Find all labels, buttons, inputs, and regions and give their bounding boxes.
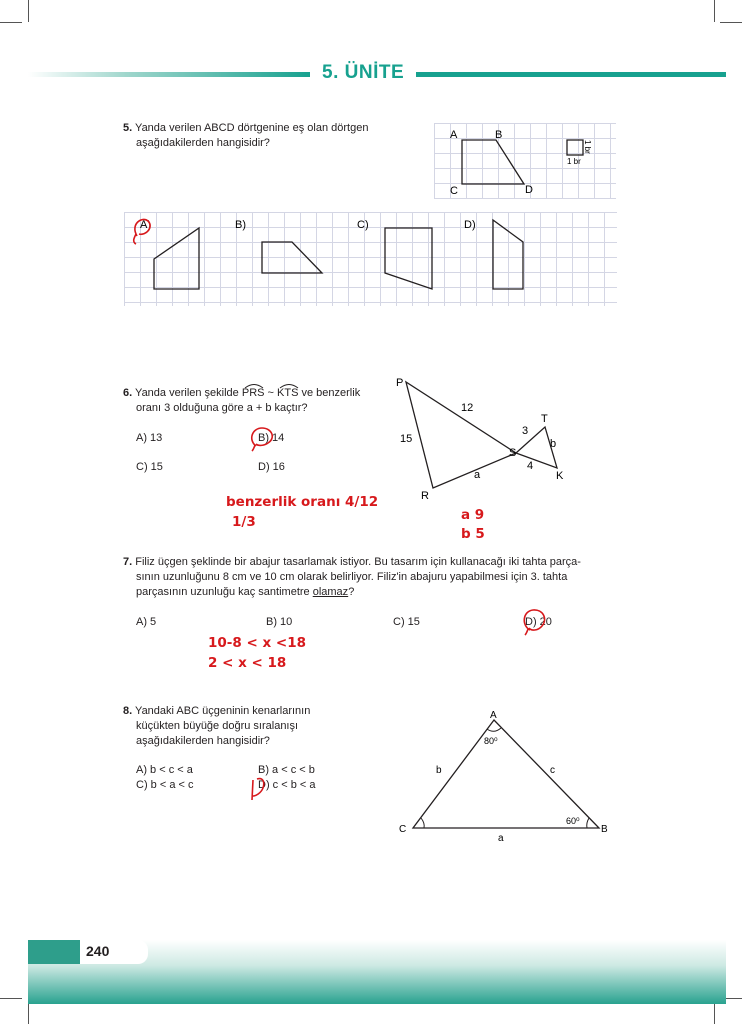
length-pr: 15 bbox=[400, 433, 413, 445]
label-R: R bbox=[421, 490, 429, 502]
question-6-text: 6. Yanda verilen şekilde PRS ~ KTS ve benzerlik oranı 3 olduğuna göre a + b kaçtır? bbox=[123, 386, 360, 416]
label-D: D bbox=[525, 184, 533, 196]
q6-option-d[interactable]: D) 16 bbox=[258, 461, 285, 473]
crop-mark bbox=[0, 22, 22, 23]
header-rule-left bbox=[28, 72, 310, 77]
angle-arc-c bbox=[421, 818, 424, 828]
length-sk: 4 bbox=[527, 460, 534, 472]
length-rs: a bbox=[474, 469, 481, 481]
label-T: T bbox=[541, 413, 548, 425]
question-8-text: 8. Yandaki ABC üçgeninin kenarlarının küçükten büyüğe doğru sıralanışı aşağıdakilerden hangisidir? bbox=[123, 705, 311, 747]
option-c-label: C) bbox=[357, 219, 369, 231]
unit-square bbox=[567, 140, 583, 155]
q5-options-figure bbox=[124, 212, 617, 306]
label-A: A bbox=[450, 129, 458, 141]
crop-mark bbox=[714, 1002, 715, 1024]
page-number-accent bbox=[28, 940, 80, 964]
quadrilateral-abcd bbox=[462, 140, 524, 184]
arc-kts: KTS bbox=[277, 386, 298, 401]
q7-option-a[interactable]: A) 5 bbox=[136, 616, 157, 628]
crop-mark bbox=[720, 22, 742, 23]
triangle-prs bbox=[406, 382, 516, 488]
q8-figure bbox=[396, 706, 616, 846]
handwritten-note: 1/3 bbox=[232, 514, 256, 530]
q6-answer-mark bbox=[246, 424, 280, 452]
q8-option-d[interactable]: D) c < b < a bbox=[258, 779, 316, 791]
handwritten-note: 10-8 < x <18 bbox=[208, 635, 307, 651]
angle-arc-b bbox=[587, 818, 589, 828]
label-C: C bbox=[399, 824, 407, 835]
option-a-label: A) bbox=[140, 219, 151, 231]
label-A: A bbox=[490, 710, 497, 721]
angle-b-value: 60⁰ bbox=[566, 816, 580, 826]
q7-option-c[interactable]: C) 15 bbox=[393, 616, 420, 628]
option-a-shape bbox=[154, 228, 199, 289]
side-c: c bbox=[550, 765, 555, 776]
q6-option-a[interactable]: A) 13 bbox=[136, 432, 163, 444]
q5-figure bbox=[434, 123, 616, 199]
option-d-shape bbox=[493, 220, 523, 289]
label-K: K bbox=[556, 470, 564, 482]
crop-mark bbox=[0, 998, 22, 999]
option-b-label: B) bbox=[235, 219, 246, 231]
length-ts: 3 bbox=[522, 425, 529, 437]
unit-label-horizontal: 1 br bbox=[567, 157, 581, 166]
label-P: P bbox=[396, 377, 404, 389]
length-ps: 12 bbox=[461, 402, 474, 414]
q8-option-b[interactable]: B) a < c < b bbox=[258, 764, 315, 776]
crop-mark bbox=[28, 1002, 29, 1024]
side-a: a bbox=[498, 833, 504, 844]
label-B: B bbox=[601, 824, 608, 835]
length-tk: b bbox=[550, 438, 557, 450]
question-5-text: 5. Yanda verilen ABCD dörtgenine eş olan dörtgen aşağıdakilerden hangisidir? bbox=[123, 122, 369, 149]
unit-label-vertical: 1 br bbox=[583, 140, 592, 154]
label-B: B bbox=[495, 129, 503, 141]
crop-mark bbox=[28, 0, 29, 22]
question-number: 7. bbox=[123, 556, 133, 568]
q7-answer-mark bbox=[518, 606, 552, 636]
label-C: C bbox=[450, 185, 458, 197]
question-number: 6. bbox=[123, 387, 133, 399]
angle-arc-a bbox=[487, 728, 501, 731]
label-S: S bbox=[509, 447, 517, 459]
handwritten-note: a 9 bbox=[461, 507, 485, 523]
option-d-label: D) bbox=[464, 219, 476, 231]
handwritten-note: benzerlik oranı 4/12 bbox=[226, 494, 379, 510]
question-7-text: 7. Filiz üçgen şeklinde bir abajur tasarlamak istiyor. Bu tasarım için kullanacağı iki tahta parça- sının uzunluğunu 8 cm ve 10 cm olarak belirliyor. Filiz'in abajuru yapabilmesi için 3. tahta parçasının uzunluğu kaç santimetre olamaz? bbox=[123, 556, 581, 598]
side-b: b bbox=[436, 765, 442, 776]
question-number: 5. bbox=[123, 122, 133, 134]
q7-option-b[interactable]: B) 10 bbox=[266, 616, 293, 628]
arc-prs: PRS bbox=[242, 386, 265, 401]
question-number: 8. bbox=[123, 705, 133, 717]
q6-figure bbox=[390, 370, 580, 510]
q6-option-c[interactable]: C) 15 bbox=[136, 461, 163, 473]
q8-option-a[interactable]: A) b < c < a bbox=[136, 764, 193, 776]
unit-title: 5. ÜNİTE bbox=[322, 62, 405, 83]
page-number: 240 bbox=[86, 943, 110, 959]
crop-mark bbox=[714, 0, 715, 22]
q6-option-b[interactable]: B) 14 bbox=[258, 432, 285, 444]
option-c-shape bbox=[385, 228, 432, 289]
angle-a-value: 80⁰ bbox=[484, 736, 498, 746]
q8-answer-mark bbox=[248, 774, 268, 802]
header-rule-right bbox=[416, 72, 726, 77]
handwritten-note: 2 < x < 18 bbox=[208, 655, 287, 671]
q8-option-c[interactable]: C) b < a < c bbox=[136, 779, 194, 791]
q7-option-d[interactable]: D) 20 bbox=[525, 616, 552, 628]
handwritten-note: b 5 bbox=[461, 526, 485, 542]
option-b-shape bbox=[262, 242, 322, 273]
